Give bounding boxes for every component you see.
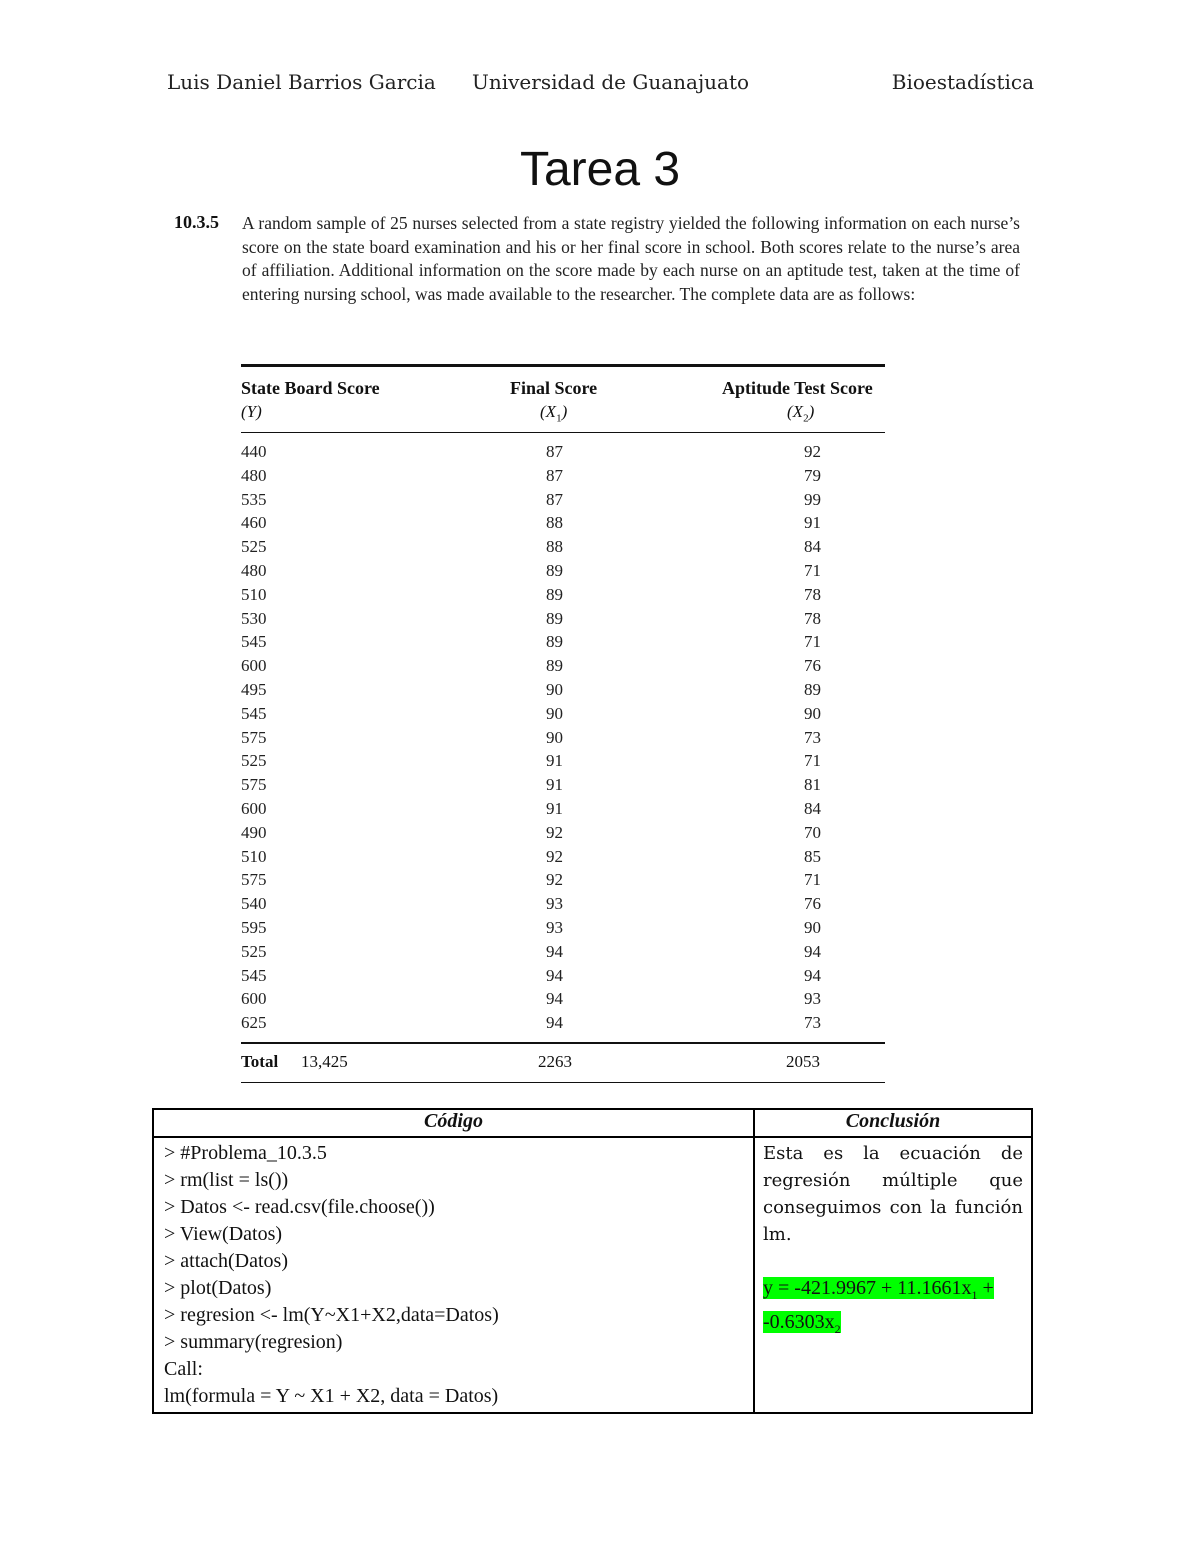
table-row bbox=[241, 440, 885, 464]
table-row bbox=[241, 987, 885, 1011]
table-row bbox=[241, 964, 885, 988]
code-line: > plot(Datos) bbox=[164, 1277, 272, 1299]
table-row bbox=[241, 845, 885, 869]
table-cell: 545 bbox=[241, 703, 267, 723]
table-cell: 71 bbox=[804, 632, 821, 652]
table-cell: 92 bbox=[804, 442, 821, 461]
table-cell: 94 bbox=[546, 1013, 563, 1033]
table-cell: 530 bbox=[241, 608, 267, 628]
table-cell: 545 bbox=[241, 965, 267, 985]
table-cell: 595 bbox=[241, 917, 267, 937]
table-cell: 480 bbox=[241, 465, 267, 485]
code-line: > regresion <- lm(Y~X1+X2,data=Datos) bbox=[164, 1304, 499, 1326]
table-row bbox=[241, 797, 885, 821]
code-block bbox=[164, 1140, 745, 1410]
header-col-x1: Final Score bbox=[510, 378, 598, 398]
conclusion-cell bbox=[754, 1137, 1032, 1413]
table-cell: 460 bbox=[241, 513, 267, 533]
table-cell: 76 bbox=[804, 894, 821, 914]
table-cell: 92 bbox=[546, 846, 563, 866]
total-row bbox=[241, 1052, 885, 1076]
table-cell: 90 bbox=[804, 703, 821, 723]
table-cell: 625 bbox=[241, 1013, 267, 1033]
header-col-x1-var: $(X_1)$ bbox=[540, 402, 568, 425]
table-cell: 575 bbox=[241, 870, 267, 890]
table-cell: 94 bbox=[804, 965, 821, 985]
table-cell: 91 bbox=[546, 751, 563, 771]
table-row bbox=[241, 702, 885, 726]
table-cell: 93 bbox=[546, 894, 563, 914]
table-cell: 88 bbox=[546, 513, 563, 533]
table-cell: 89 bbox=[546, 608, 563, 628]
table-cell: 90 bbox=[546, 679, 563, 699]
table-cell: 490 bbox=[241, 822, 267, 842]
table-cell: 91 bbox=[804, 513, 821, 533]
total-x1: 2263 bbox=[538, 1052, 572, 1071]
total-x2: 2053 bbox=[786, 1052, 820, 1071]
table-row bbox=[241, 749, 885, 773]
table-cell: 89 bbox=[804, 679, 821, 699]
table-cell: 87 bbox=[546, 489, 563, 509]
page-header bbox=[167, 70, 1034, 100]
table-cell: 510 bbox=[241, 584, 267, 604]
header-course: Bioestadística bbox=[891, 70, 1034, 94]
table-header-rule bbox=[241, 432, 885, 433]
table-cell: 440 bbox=[241, 442, 267, 461]
table-row bbox=[241, 773, 885, 797]
table-cell: 90 bbox=[546, 703, 563, 723]
data-rows bbox=[241, 440, 885, 1035]
code-line: > summary(regresion) bbox=[164, 1331, 343, 1353]
table-row bbox=[241, 630, 885, 654]
code-line: > attach(Datos) bbox=[164, 1250, 289, 1272]
table-row bbox=[241, 464, 885, 488]
total-label: Total bbox=[241, 1052, 279, 1071]
table-row bbox=[241, 821, 885, 845]
code-line: > rm(list = ls()) bbox=[164, 1169, 289, 1191]
table-cell: 94 bbox=[546, 941, 563, 961]
header-university: Universidad de Guanajuato bbox=[472, 70, 750, 94]
table-cell: 71 bbox=[804, 751, 821, 771]
page-title: Tarea 3 bbox=[519, 143, 681, 196]
table-cell: 91 bbox=[546, 798, 563, 818]
code-conclusion-table bbox=[152, 1108, 1033, 1414]
table-row bbox=[241, 488, 885, 512]
table-row bbox=[241, 654, 885, 678]
table-row bbox=[241, 559, 885, 583]
table-row bbox=[241, 892, 885, 916]
table-cell: 480 bbox=[241, 560, 267, 580]
table-cell: 90 bbox=[804, 917, 821, 937]
conclusion-header: Conclusión bbox=[754, 1109, 1032, 1137]
problem-number: 10.3.5 bbox=[174, 212, 219, 232]
table-cell: 89 bbox=[546, 632, 563, 652]
code-line: > #Problema_10.3.5 bbox=[164, 1142, 327, 1164]
table-cell: 78 bbox=[804, 608, 821, 628]
table-cell: 93 bbox=[546, 917, 563, 937]
table-cell: 89 bbox=[546, 560, 563, 580]
table-cell: 575 bbox=[241, 727, 267, 747]
table-cell: 600 bbox=[241, 798, 267, 818]
code-line: lm(formula = Y ~ X1 + X2, data = Datos) bbox=[164, 1385, 499, 1407]
table-cell: 89 bbox=[546, 656, 563, 676]
table-cell: 71 bbox=[804, 870, 821, 890]
table-cell: 71 bbox=[804, 560, 821, 580]
table-cell: 89 bbox=[546, 584, 563, 604]
table-cell: 90 bbox=[546, 727, 563, 747]
table-cell: 525 bbox=[241, 751, 267, 771]
table-cell: 85 bbox=[804, 846, 821, 866]
table-cell: 88 bbox=[546, 537, 563, 557]
table-top-rule bbox=[241, 364, 885, 367]
table-row bbox=[241, 511, 885, 535]
table-row bbox=[241, 940, 885, 964]
table-bottom-rule bbox=[241, 1082, 885, 1083]
table-cell: 91 bbox=[546, 775, 563, 795]
table-cell: 84 bbox=[804, 798, 821, 818]
table-total-rule bbox=[241, 1042, 885, 1044]
code-cell bbox=[153, 1137, 754, 1413]
table-cell: 575 bbox=[241, 775, 267, 795]
table-row bbox=[241, 868, 885, 892]
table-cell: 70 bbox=[804, 822, 821, 842]
problem-text: A random sample of 25 nurses selected from a state registry yielded the following information on each nurse’s score on the state board examination and his or her final score in school. Both scores relate to the nurse’s area of affiliation. Additional information on the score made by each nurse on an aptitude test, taken at the time of entering nursing school, was made available to the researcher. The complete data are as follows: bbox=[242, 213, 1020, 304]
table-cell: 92 bbox=[546, 870, 563, 890]
conclusion-text: Esta es la ecuación de regresión múltiple que conseguimos con la función lm. bbox=[763, 1143, 1023, 1245]
table-cell: 535 bbox=[241, 489, 267, 509]
table-cell: 495 bbox=[241, 679, 267, 699]
table-cell: 510 bbox=[241, 846, 267, 866]
table-cell: 73 bbox=[804, 727, 821, 747]
table-cell: 93 bbox=[804, 989, 821, 1009]
table-cell: 540 bbox=[241, 894, 267, 914]
table-cell: 94 bbox=[804, 941, 821, 961]
regression-equation: $y = -421.9967 + 11.1661x_1 + -0.6303x_2$ bbox=[763, 1277, 994, 1336]
header-col-x2-var: $(X_2)$ bbox=[787, 402, 815, 425]
code-header: Código bbox=[153, 1109, 754, 1137]
table-row bbox=[241, 607, 885, 631]
header-col-y: State Board Score bbox=[241, 378, 380, 398]
table-cell: 76 bbox=[804, 656, 821, 676]
table-row bbox=[241, 1011, 885, 1035]
table-row bbox=[241, 535, 885, 559]
table-cell: 99 bbox=[804, 489, 821, 509]
header-col-x2: Aptitude Test Score bbox=[722, 378, 873, 398]
table-cell: 81 bbox=[804, 775, 821, 795]
code-line: > View(Datos) bbox=[164, 1223, 283, 1245]
table-cell: 87 bbox=[546, 465, 563, 485]
table-row bbox=[241, 678, 885, 702]
table-cell: 545 bbox=[241, 632, 267, 652]
table-cell: 79 bbox=[804, 465, 821, 485]
header-col-y-var: (Y) bbox=[241, 402, 262, 421]
table-cell: 73 bbox=[804, 1013, 821, 1033]
table-cell: 600 bbox=[241, 656, 267, 676]
code-line: > Datos <- read.csv(file.choose()) bbox=[164, 1196, 435, 1218]
table-cell: 84 bbox=[804, 537, 821, 557]
table-cell: 600 bbox=[241, 989, 267, 1009]
table-cell: 525 bbox=[241, 537, 267, 557]
table-row bbox=[241, 726, 885, 750]
table-cell: 94 bbox=[546, 965, 563, 985]
table-cell: 94 bbox=[546, 989, 563, 1009]
total-y: 13,425 bbox=[301, 1052, 348, 1071]
table-row bbox=[241, 916, 885, 940]
header-author: Luis Daniel Barrios Garcia bbox=[167, 70, 436, 94]
table-cell: 92 bbox=[546, 822, 563, 842]
table-cell: 525 bbox=[241, 941, 267, 961]
table-cell: 78 bbox=[804, 584, 821, 604]
code-line: Call: bbox=[164, 1358, 203, 1380]
table-row bbox=[241, 583, 885, 607]
table-cell: 87 bbox=[546, 442, 563, 461]
